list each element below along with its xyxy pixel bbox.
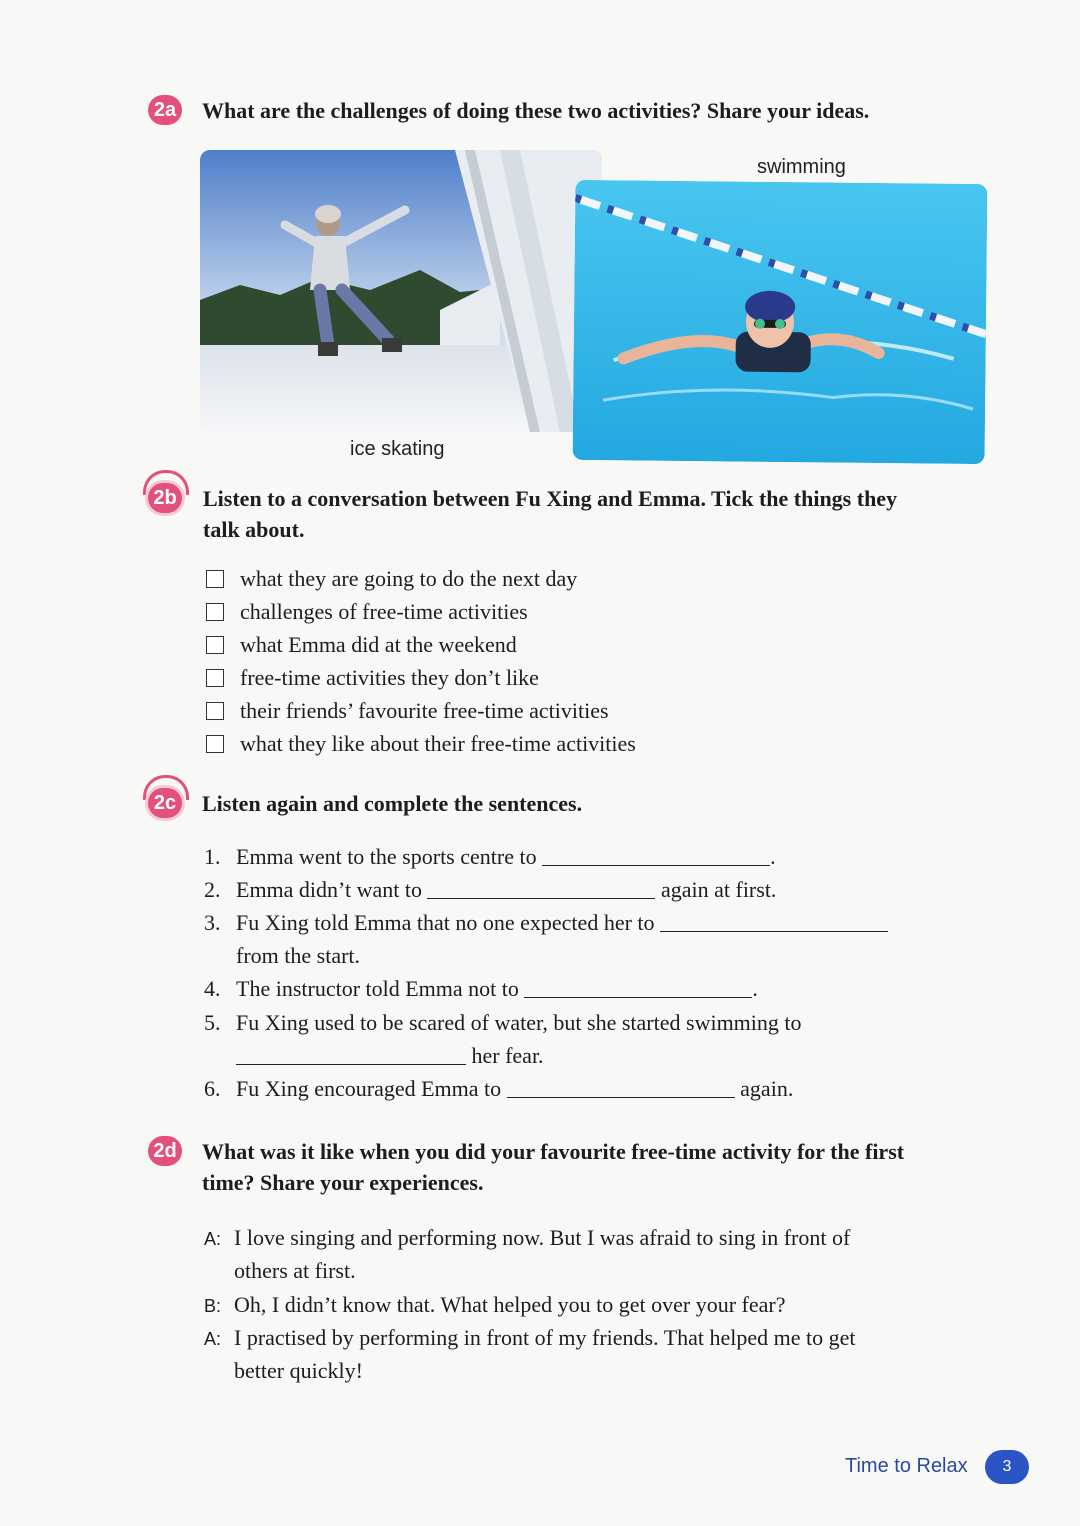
dialogue-line-3-continued: better quickly! <box>234 1358 363 1383</box>
checklist-item[interactable] <box>206 696 609 726</box>
answer-blank[interactable] <box>542 843 770 866</box>
sentence-5: 5. Fu Xing used to be scared of water, but she started swimming to <box>204 1010 802 1035</box>
dialogue-line-3: A: I practised by performing in front of my friends. That helped me to get <box>204 1325 856 1350</box>
instruction-2d-line1: What was it like when you did your favourite free-time activity for the first <box>202 1139 905 1164</box>
sentence-4: 4. The instructor told Emma not to . <box>204 976 758 1001</box>
dialogue-line-1: A: I love singing and performing now. But I was afraid to sing in front of <box>204 1225 851 1250</box>
checklist-item-text: what they like about their free-time activities <box>240 731 636 756</box>
answer-blank[interactable] <box>524 975 752 998</box>
badge-2b: 2b <box>148 483 182 513</box>
checkbox[interactable] <box>206 669 224 687</box>
checklist-item-text: what Emma did at the weekend <box>240 632 517 657</box>
checklist-item[interactable] <box>206 630 517 660</box>
answer-blank[interactable] <box>236 1042 466 1065</box>
checklist-item-text: their friends’ favourite free-time activities <box>240 698 609 723</box>
checklist-item-text: free-time activities they don’t like <box>240 665 539 690</box>
checklist-item[interactable] <box>206 729 636 759</box>
caption-ice-skating: ice skating <box>350 438 445 460</box>
instruction-2b-line2: talk about. <box>203 517 305 542</box>
sentence-3-continued: from the start. <box>236 943 361 968</box>
checklist-item-text: what they are going to do the next day <box>240 566 578 591</box>
checklist-item-text: challenges of free-time activities <box>240 599 528 624</box>
swimming-photo <box>573 180 988 464</box>
instruction-2d-line2: time? Share your experiences. <box>202 1170 484 1195</box>
ice-skating-photo <box>200 150 602 432</box>
page-number: 3 <box>985 1450 1029 1484</box>
checklist-item[interactable] <box>206 663 539 693</box>
answer-blank[interactable] <box>660 909 888 932</box>
checkbox[interactable] <box>206 702 224 720</box>
unit-title: Time to Relax <box>845 1455 968 1477</box>
checklist-item[interactable] <box>206 597 528 627</box>
instruction-2a: What are the challenges of doing these two activities? Share your ideas. <box>202 98 870 123</box>
instruction-2b-line1: Listen to a conversation between Fu Xing and Emma. Tick the things they <box>203 486 898 511</box>
checklist-item[interactable] <box>206 564 577 594</box>
badge-2d: 2d <box>148 1136 182 1166</box>
sentence-5-continued: her fear. <box>236 1039 544 1072</box>
badge-2c: 2c <box>148 788 182 818</box>
answer-blank[interactable] <box>427 876 655 899</box>
dialogue-line-1-continued: others at first. <box>234 1258 356 1283</box>
sentence-1: 1. Emma went to the sports centre to . <box>204 844 776 869</box>
sentence-2: 2. Emma didn’t want to again at first. <box>204 877 777 902</box>
checkbox[interactable] <box>206 735 224 753</box>
caption-swimming: swimming <box>757 156 846 178</box>
instruction-2c: Listen again and complete the sentences. <box>202 791 583 816</box>
answer-blank[interactable] <box>507 1075 735 1098</box>
dialogue-line-2: B: Oh, I didn’t know that. What helped you to get over your fear? <box>204 1292 786 1317</box>
checkbox[interactable] <box>206 603 224 621</box>
sentence-3: 3. Fu Xing told Emma that no one expected her to <box>204 906 888 939</box>
sentence-6: 6. Fu Xing encouraged Emma to again. <box>204 1076 794 1101</box>
checkbox[interactable] <box>206 570 224 588</box>
checkbox[interactable] <box>206 636 224 654</box>
badge-2a: 2a <box>148 95 182 125</box>
